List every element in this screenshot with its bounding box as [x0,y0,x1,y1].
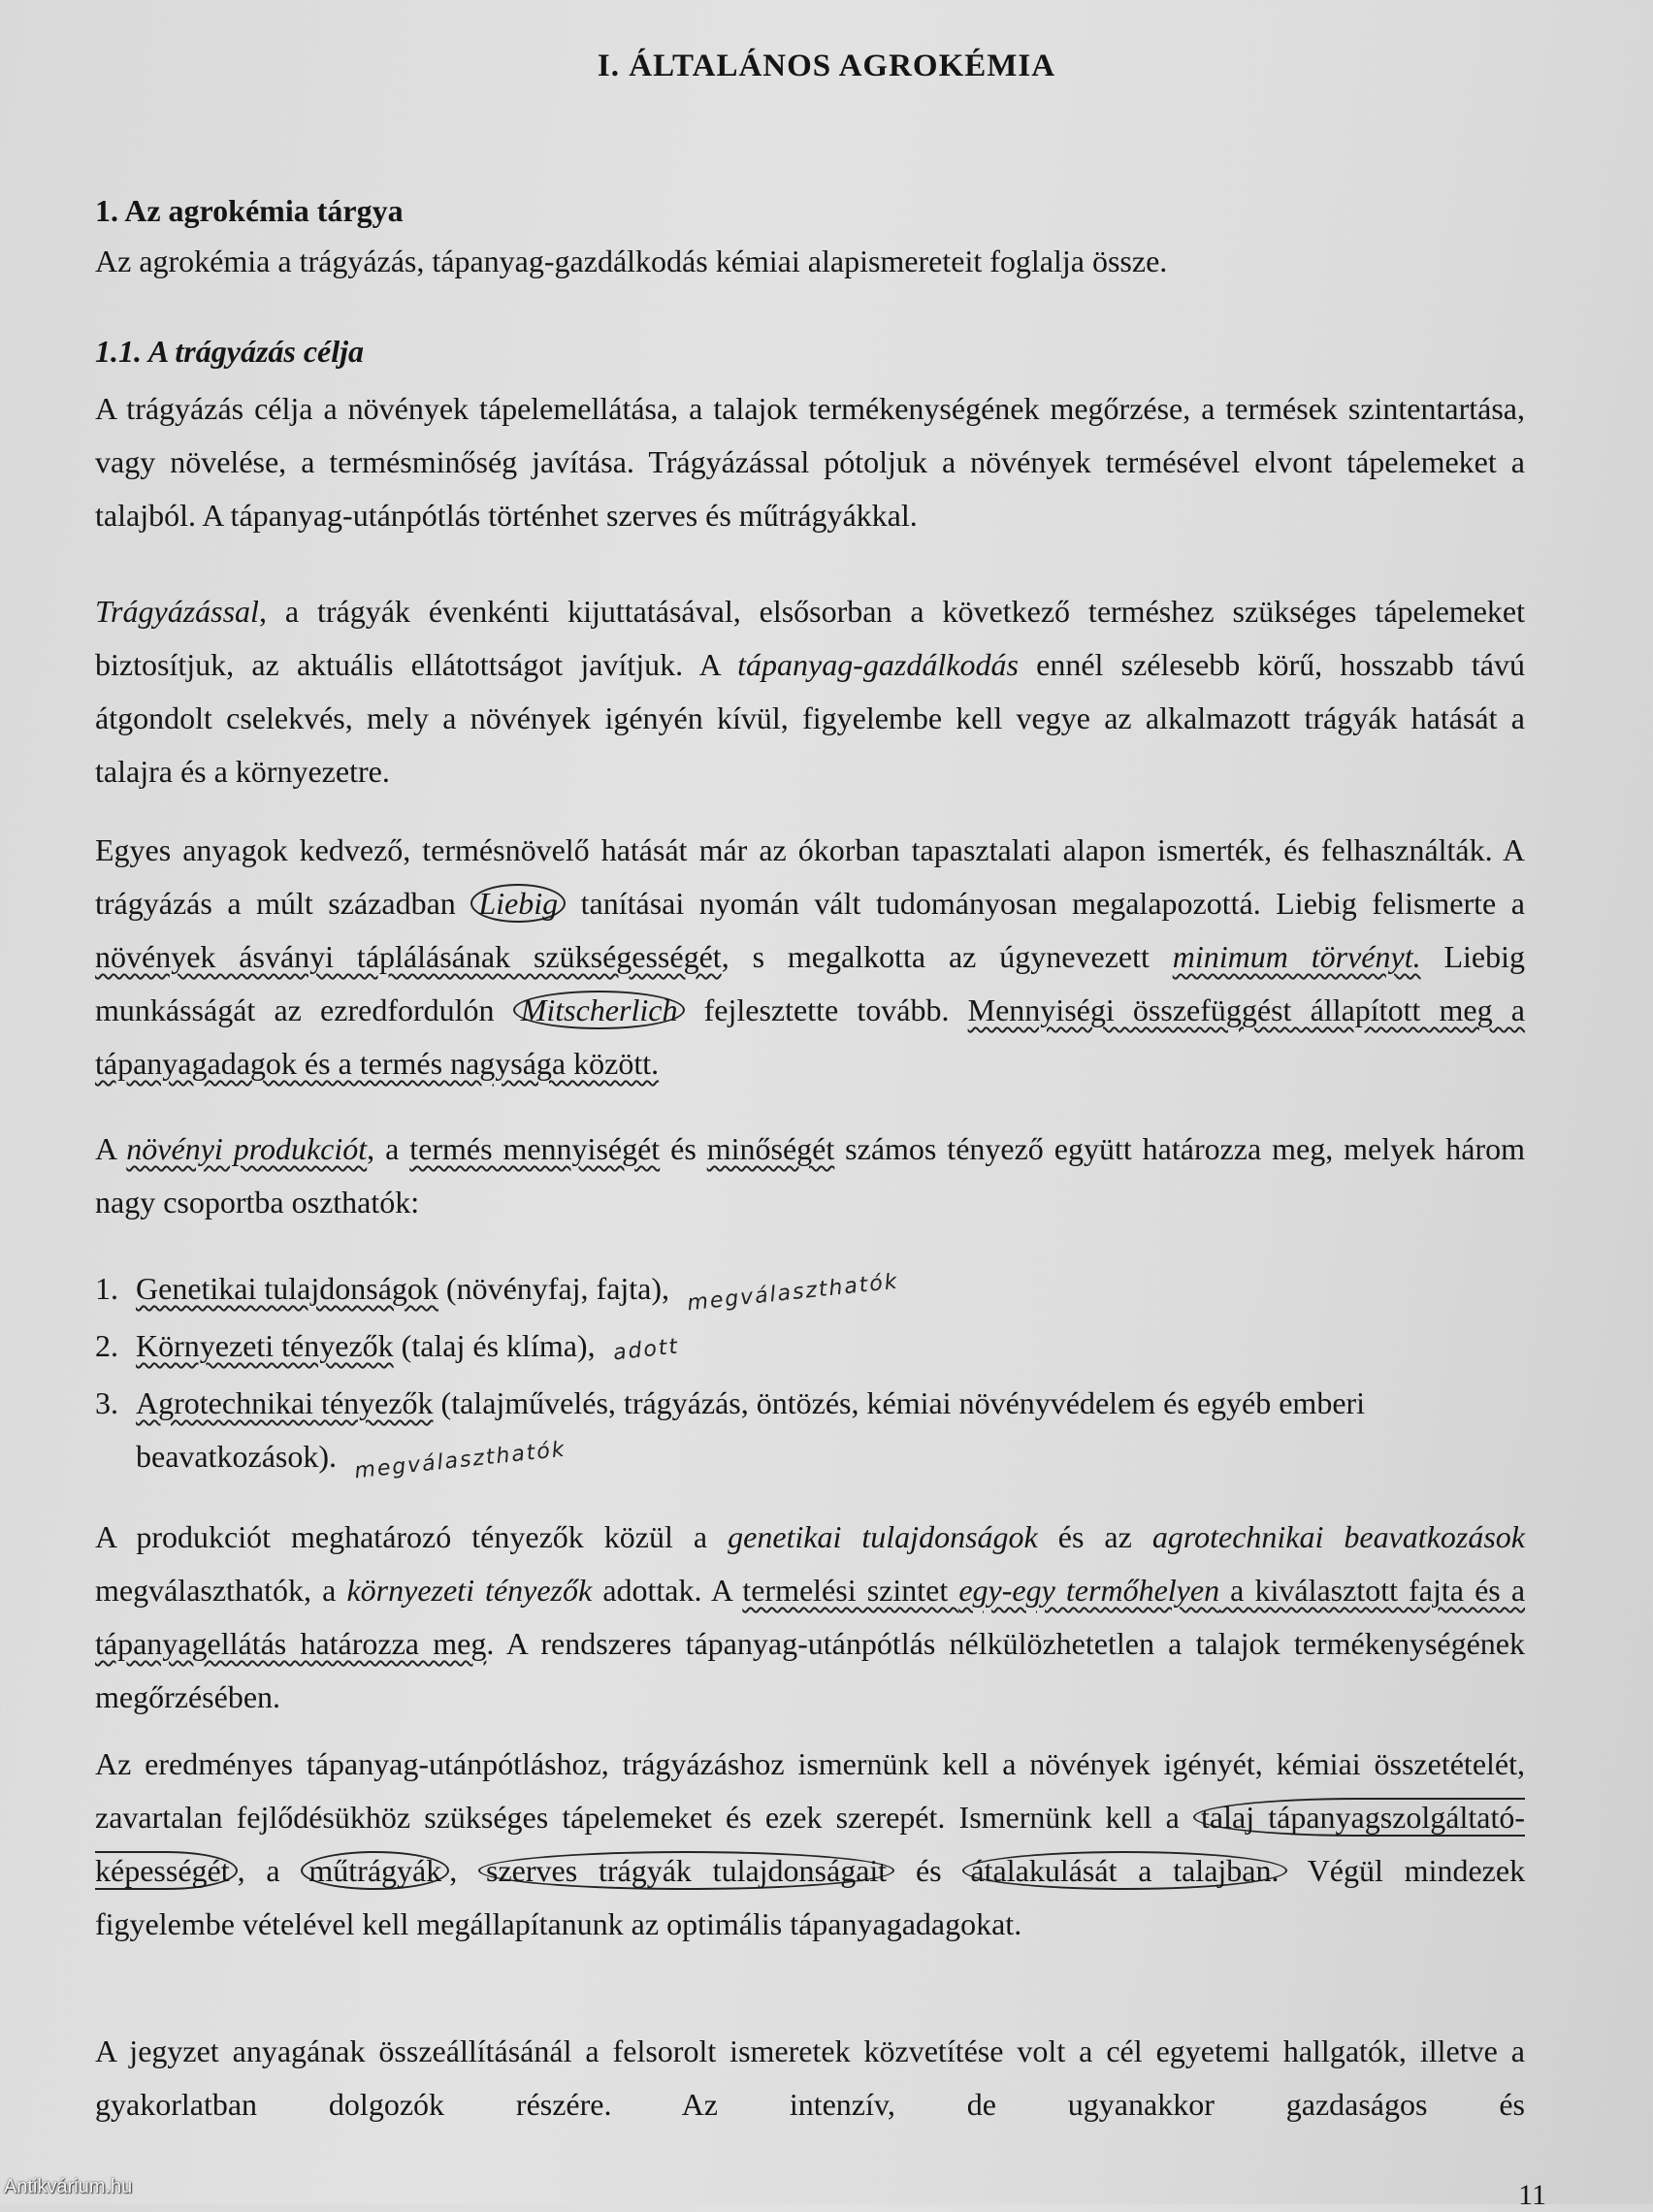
paragraph [95,382,1525,542]
italic-text: genetikai tulajdonságok [728,1519,1038,1554]
underlined-text: termelési szintet [742,1573,959,1608]
list-text: (talajművelés, trágyázás, öntözés, kémiai növényvédelem és egyéb emberi beavatkozások). [136,1385,1366,1474]
underlined-text: termés mennyiségét [409,1131,661,1166]
italic-text: agrotechnikai beavatkozások [1151,1519,1526,1554]
text-run: , [449,1853,478,1888]
handwritten-note: adott [611,1334,680,1366]
underlined-text: minimum törvényt. [1172,939,1421,974]
text-run: A produkciót meghatározó tényezők közül a [95,1519,729,1554]
underlined-text: Mennyiségi összefüggést állapított meg a tápanyagadagok és a termés nagysága között. [95,992,1526,1081]
text-run: , a [367,1131,410,1166]
list-item [95,1377,1525,1487]
handwritten-note: megválaszthatók [686,1269,900,1317]
circled-text: Mitscherlich [513,991,686,1029]
list-number: 2. [95,1328,118,1363]
text-run: és [894,1853,963,1888]
paragraph [95,824,1525,1090]
circled-text: Liebig [470,884,566,923]
subsection-heading: 1.1. A trágyázás célja [95,334,365,369]
underlined-text: növények ásványi táplálásának szükségességét [95,939,722,974]
section-intro: Az agrokémia a trágyázás, tápanyag-gazdálkodás kémiai alapismereteit foglalja össze. [95,244,1168,278]
chapter-title: I. ÁLTALÁNOS AGROKÉMIA [597,49,1056,83]
text-run: fejlesztette tovább. [685,992,968,1027]
paragraph [95,585,1525,798]
text-run: Végül mindezek figyelembe vételével kell megállapítanunk az optimális tápanyagadagokat. [95,1853,1526,1941]
italic-text: környezeti tényezők [346,1573,593,1608]
circled-text: szerves trágyák tulajdonságait [478,1851,894,1890]
text-run: , s megalkotta az úgynevezett [721,939,1173,974]
list-text: (talaj és klíma), [393,1328,596,1363]
list-term: Genetikai tulajdonságok [136,1271,438,1306]
underlined-text: növényi produkciót [126,1131,368,1166]
text-run: és [660,1131,707,1166]
list-number: 3. [95,1385,118,1420]
text-run: adottak. A [592,1573,743,1608]
list-term: Agrotechnikai tényezők [136,1385,434,1420]
factor-list [95,1262,1525,1487]
text-run: Egyes anyagok kedvező, termésnövelő hatását már az ókorban tapasztalati alapon ismerték, és felhasználták. A trágyázás a múlt században [95,832,1525,921]
paragraph [95,2025,1525,2131]
italic-text: Trágyázással [95,594,259,629]
text-run: A trágyázás célja a növények tápelemellátása, a talajok termékenységének megőrzése, a termések szintentartása, vagy növelése, a termésminőség javítása. Trágyázással pótoljuk a növények termésével elvont tápelemeket a talajból. A tápanyag-utánpótlás történhet szerves és műtrágyákkal. [95,391,1525,533]
text-run: Az eredményes tápanyag-utánpótláshoz, trágyázáshoz ismernünk kell a növények igényét, kémiai összetételét, zavartalan fejlődésükhöz szükséges tápelemeket és ezek szerepét. Ismernünk kell a [95,1746,1525,1835]
text-run: A [95,1131,127,1166]
text-run: . A rendszeres tápanyag-utánpótlás nélkülözhetetlen a talajok termékenységének megőrzésében. [95,1626,1526,1714]
text-run: A jegyzet anyagának összeállításánál a felsorolt ismeretek közvetítése volt a cél egyetemi hallgatók, illetve a gyakorlatban dolgozók részére. Az intenzív, de ugyanakkor gazdaságos és [95,2033,1525,2122]
paragraph [95,1122,1525,1229]
italic-text: tápanyag-gazdálkodás [737,647,1019,682]
text-run: , a trágyák évenkénti kijuttatásával, elsősorban a következő terméshez szükséges tápelemeket biztosítjuk, az aktuális ellátottságot javítjuk. A [95,594,1525,682]
paragraph [95,1511,1525,1724]
list-text: (növényfaj, fajta), [438,1271,670,1306]
text-run: ennél szélesebb körű, hosszabb távú átgondolt cselekvés, mely a növények igényén kívül, figyelembe kell vegye az alkalmazott trágyák hatását a talajra és a környezetre. [95,647,1526,789]
circled-text: átalakulását a talajban. [962,1851,1286,1890]
list-item [95,1262,1525,1319]
text-run: , a [237,1853,302,1888]
text-run: számos tényező együtt határozza meg, melyek három nagy csoportba oszthatók: [95,1131,1526,1220]
text-run: tanításai nyomán vált tudományosan megalapozottá. Liebig felismerte a [566,886,1525,921]
watermark: Antikvárium.hu [4,2176,133,2197]
underlined-text: egy-egy termőhelyen [958,1573,1220,1608]
text-run: Liebig munkásságát az ezredfordulón [95,939,1526,1027]
handwritten-note: megválaszthatók [353,1437,567,1484]
page-number: 11 [1518,2179,1546,2211]
paragraph [95,1738,1525,1951]
list-term: Környezeti tényezők [136,1328,394,1363]
text-run: megválaszthatók, a [95,1573,347,1608]
list-item [95,1319,1525,1377]
section-heading: 1. Az agrokémia tárgya [95,193,404,228]
circled-text: műtrágyák [301,1851,449,1890]
text-run: és az [1037,1519,1152,1554]
circled-text: talaj tápanyagszolgáltató-képességét [95,1800,1526,1888]
underlined-text: a kiválasztott fajta és a tápanyagellátás határozza meg [95,1573,1526,1661]
list-number: 1. [95,1271,118,1306]
underlined-text: minőségét [706,1131,835,1166]
